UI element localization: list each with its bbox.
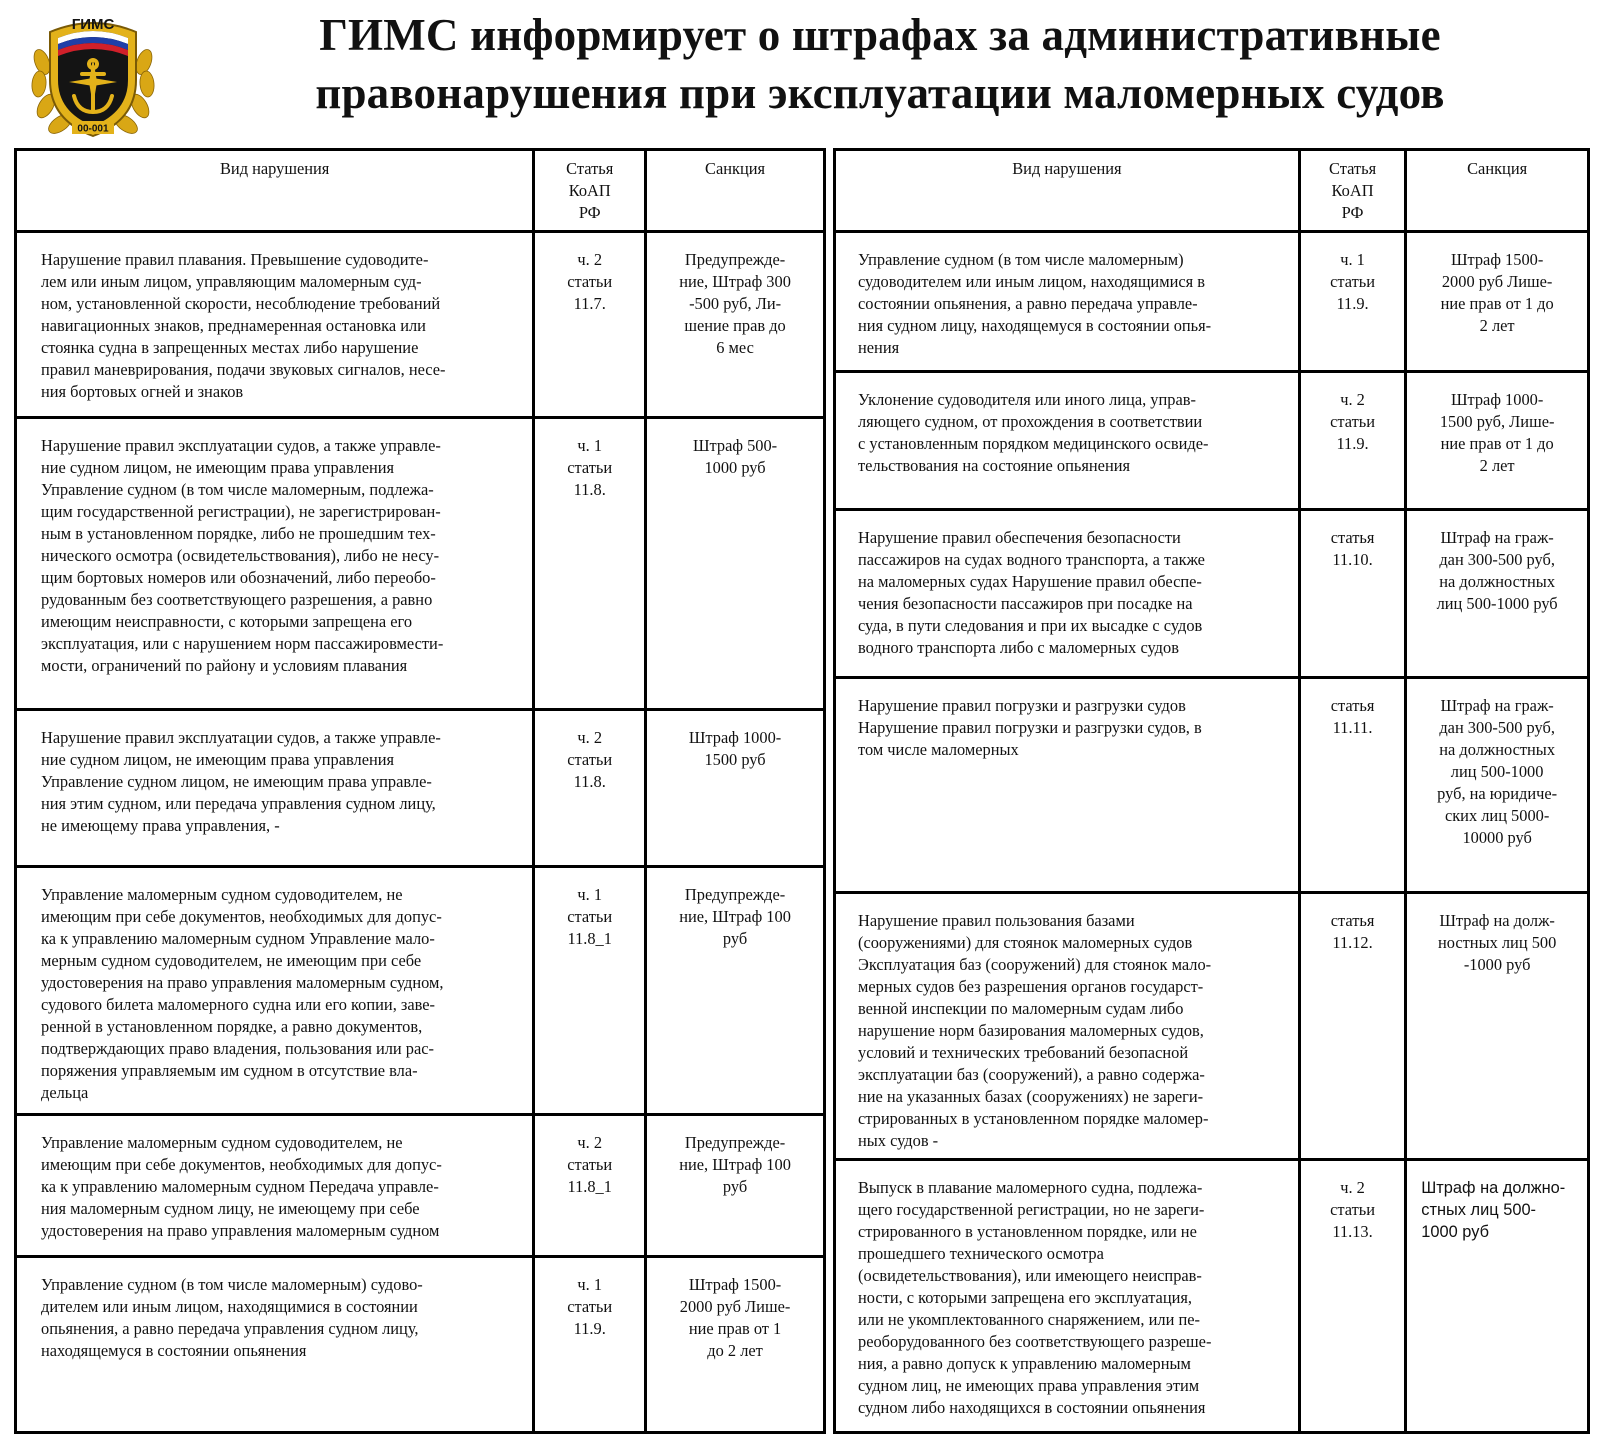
article-cell: ч. 1 статьи 11.8_1 <box>534 867 646 1115</box>
violation-cell: Управление судном (в том числе маломерным) судово- дителем или иным лицом, находящимися в состоянии опьянения, а равно передача управления судном лицу, находящемуся в состоянии опьянения <box>16 1257 534 1433</box>
table-row <box>16 1115 825 1257</box>
violation-cell: Нарушение правил обеспечения безопасности пассажиров на судах водного транспорта, а также на маломерных судах Нарушение правил обеспе- чения безопасности пассажиров при посадке на суда, в пути следования и при их высадке с судов водного транспорта либо с маломерных судов <box>835 510 1300 678</box>
table-header-row <box>16 150 825 232</box>
sanction-cell: Штраф на должно- стных лиц 500- 1000 руб <box>1406 1160 1589 1433</box>
table-row <box>835 510 1589 678</box>
violation-cell: Управление судном (в том числе маломерным) судоводителем или иным лицом, находящимися в состоянии опьянения, а равно передача управле- ния судном лицу, находящемуся в состоянии опья- нения <box>835 232 1300 372</box>
table-row <box>835 678 1589 893</box>
table-row <box>16 232 825 418</box>
table-row <box>16 867 825 1115</box>
violation-cell: Управление маломерным судном судоводителем, не имеющим при себе документов, необходимых для допус- ка к управлению маломерным судном Передача управле- ния маломерным судном лицу, не имеющему при себе удостоверения на право управления маломерным судном <box>16 1115 534 1257</box>
page-title-line-1: ГИМС информирует о штрафах за административные <box>319 10 1441 60</box>
sanction-cell: Штраф на долж- ностных лиц 500 -1000 руб <box>1406 893 1589 1160</box>
sanction-cell: Штраф на граж- дан 300-500 руб, на должностных лиц 500-1000 руб, на юридиче- ских лиц 5000- 10000 руб <box>1406 678 1589 893</box>
table-row <box>835 232 1589 372</box>
column-header-sanction: Санкция <box>646 150 825 232</box>
table-row <box>16 1257 825 1433</box>
violation-cell: Нарушение правил пользования базами (сооружениями) для стоянок маломерных судов Эксплуатация баз (сооружений) для стоянок мало- мерных судов без разрешения органов государст- венной инспекции по маломерным судам либо нарушение норм базирования маломерных судов, условий и технических требований безопасной эксплуатации баз (сооружений), а равно содержа- ние на указанных базах (сооружениях) не зареги- стрированных в установленном порядке маломер- ных судов - <box>835 893 1300 1160</box>
violation-cell: Выпуск в плавание маломерного судна, подлежа- щего государственной регистрации, но не зареги- стрированного в установленном порядке, или не прошедшего технического осмотра (освидетельствования), или имеющего неисправ- ности, с которыми запрещена его эксплуатация, или не укомплектованного снаряжением, или пе- реоборудованного без соответствующего разреше- ния, а равно допуск к управлению маломерным судном лиц, не имеющих права управления этим судном либо находящихся в состоянии опьянения <box>835 1160 1300 1433</box>
sanction-cell: Предупрежде- ние, Штраф 100 руб <box>646 867 825 1115</box>
sanction-cell: Штраф на граж- дан 300-500 руб, на должностных лиц 500-1000 руб <box>1406 510 1589 678</box>
column-header-violation: Вид нарушения <box>16 150 534 232</box>
table-header-row <box>835 150 1589 232</box>
column-header-article: Статья КоАП РФ <box>534 150 646 232</box>
violation-cell: Нарушение правил эксплуатации судов, а также управле- ние судном лицом, не имеющим права управления Управление судном лицом, не имеющим права управле- ния этим судном, или передача управления судном лицу, не имеющему права управления, - <box>16 710 534 867</box>
emblem-number: 00-001 <box>77 123 109 135</box>
sanction-cell: Предупрежде- ние, Штраф 300 -500 руб, Ли- шение прав до 6 мес <box>646 232 825 418</box>
sanction-cell: Штраф 500- 1000 руб <box>646 418 825 710</box>
emblem-text: ГИМС <box>71 16 115 33</box>
article-cell: ч. 2 статьи 11.9. <box>1299 372 1405 510</box>
table-row <box>835 893 1589 1160</box>
violation-cell: Управление маломерным судном судоводителем, не имеющим при себе документов, необходимых для допус- ка к управлению маломерным судном Управление мало- мерным судном судоводителем, не имеющим при себе удостоверения на право управления маломерным судном, судового билета маломерного судна или его копии, заве- ренной в установленном порядке, а равно документов, подтверждающих право владения, пользования или рас- поряжения управляемым им судном в отсутствие вла- дельца <box>16 867 534 1115</box>
table-row <box>16 418 825 710</box>
article-cell: статья 11.12. <box>1299 893 1405 1160</box>
table-row <box>835 372 1589 510</box>
violation-cell: Нарушение правил плавания. Превышение судоводите- лем или иным лицом, управляющим маломерным суд- ном, установленной скорости, несоблюдение требований навигационных знаков, преднамеренная остановка или стоянка судна в запрещенных местах либо нарушение правил маневрирования, подачи звуковых сигналов, несе- ния бортовых огней и знаков <box>16 232 534 418</box>
sanction-cell: Штраф 1500- 2000 руб Лише- ние прав от 1 до 2 лет <box>646 1257 825 1433</box>
article-cell: статья 11.11. <box>1299 678 1405 893</box>
column-header-sanction: Санкция <box>1406 150 1589 232</box>
article-cell: ч. 1 статьи 11.9. <box>1299 232 1405 372</box>
violation-cell: Уклонение судоводителя или иного лица, управ- ляющего судном, от прохождения в соответствии с установленным порядком медицинского освиде- тельствования на состояние опьянения <box>835 372 1300 510</box>
page-title-line-2: правонарушения при эксплуатации маломерных судов <box>315 68 1445 118</box>
table-row <box>16 710 825 867</box>
article-cell: ч. 2 статьи 11.7. <box>534 232 646 418</box>
table-row <box>835 1160 1589 1433</box>
sanction-cell: Штраф 1000- 1500 руб, Лише- ние прав от 1 до 2 лет <box>1406 372 1589 510</box>
column-header-violation: Вид нарушения <box>835 150 1300 232</box>
page-title <box>180 6 1580 122</box>
article-cell: ч. 1 статьи 11.8. <box>534 418 646 710</box>
article-cell: статья 11.10. <box>1299 510 1405 678</box>
article-cell: ч. 2 статьи 11.8_1 <box>534 1115 646 1257</box>
column-header-article: Статья КоАП РФ <box>1299 150 1405 232</box>
fines-table-left <box>14 148 826 1434</box>
article-cell: ч. 2 статьи 11.8. <box>534 710 646 867</box>
sanction-cell: Штраф 1500- 2000 руб Лише- ние прав от 1 до 2 лет <box>1406 232 1589 372</box>
fines-table-right <box>833 148 1590 1434</box>
violation-cell: Нарушение правил эксплуатации судов, а также управле- ние судном лицом, не имеющим права управления Управление судном (в том числе маломерным, подлежа- щим государственной регистрации), не зарегистрирован- ным в установленном порядке, либо не прошедшим тех- нического осмотра (освидетельствования), либо не несу- щим бортовых номеров или обозначений, либо переобо- рудованным без соответствующего разрешения, а равно имеющим неисправности, с которыми запрещена его эксплуатация, или с нарушением норм пассажировмести- мости, ограничений по району и условиям плавания <box>16 418 534 710</box>
article-cell: ч. 1 статьи 11.9. <box>534 1257 646 1433</box>
sanction-cell: Предупрежде- ние, Штраф 100 руб <box>646 1115 825 1257</box>
violation-cell: Нарушение правил погрузки и разгрузки судов Нарушение правил погрузки и разгрузки судов, в том числе маломерных <box>835 678 1300 893</box>
sanction-cell: Штраф 1000- 1500 руб <box>646 710 825 867</box>
article-cell: ч. 2 статьи 11.13. <box>1299 1160 1405 1433</box>
gims-emblem <box>28 2 158 142</box>
